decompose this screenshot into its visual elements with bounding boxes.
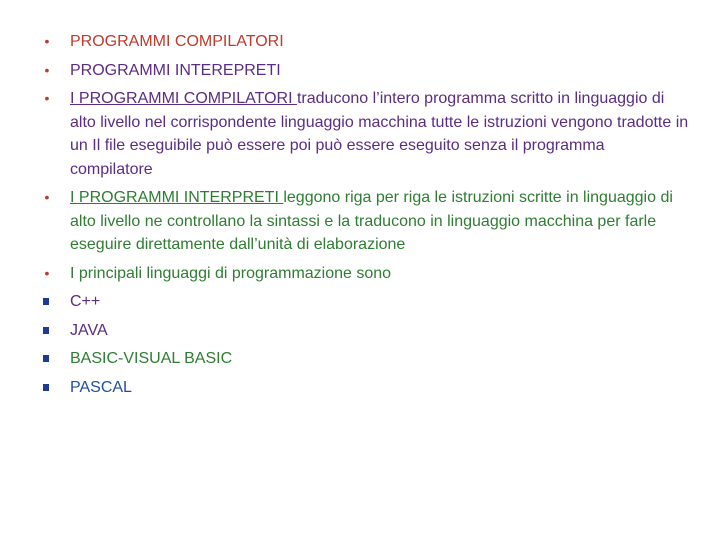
item-text: traducono l’intero programma scritto in linguaggio di alto livello nel corrispondente linguaggio macchina tutte le istruzioni vengono tradotte in un Il file eseguibile può essere poi può essere eseguito senza il programma compilatore [70,90,689,178]
list-item [40,59,690,83]
bullet-dot-icon [40,30,54,54]
list-item [40,376,690,400]
list-item [40,319,690,343]
item-text: JAVA [70,321,108,339]
bullet-dot-icon [40,262,54,286]
bullet-list [40,30,690,404]
item-text: C++ [70,293,101,310]
list-item [40,87,690,181]
bullet-dot-icon [40,59,54,83]
list-item [40,262,690,286]
list-item [40,30,690,54]
list-item [40,290,690,314]
list-item [40,186,690,257]
item-text: PROGRAMMI COMPILATORI [70,33,284,50]
item-text: leggono riga per riga le istruzioni scritte in linguaggio di alto livello ne controllano la sintassi e la traducono in linguaggio macchina per farle eseguire direttamente dall’unità di elaborazione [70,189,673,253]
item-text: BASIC-VISUAL BASIC [70,350,233,367]
item-lead: I PROGRAMMI INTERPRETI [70,189,284,206]
bullet-dot-icon [40,186,54,210]
item-text: PROGRAMMI INTEREPRETI [70,61,281,79]
item-text: PASCAL [70,378,132,396]
list-item [40,347,690,371]
bullet-dot-icon [40,87,54,111]
item-text: I principali linguaggi di programmazione sono [70,264,392,282]
item-lead: I PROGRAMMI COMPILATORI [70,90,297,107]
